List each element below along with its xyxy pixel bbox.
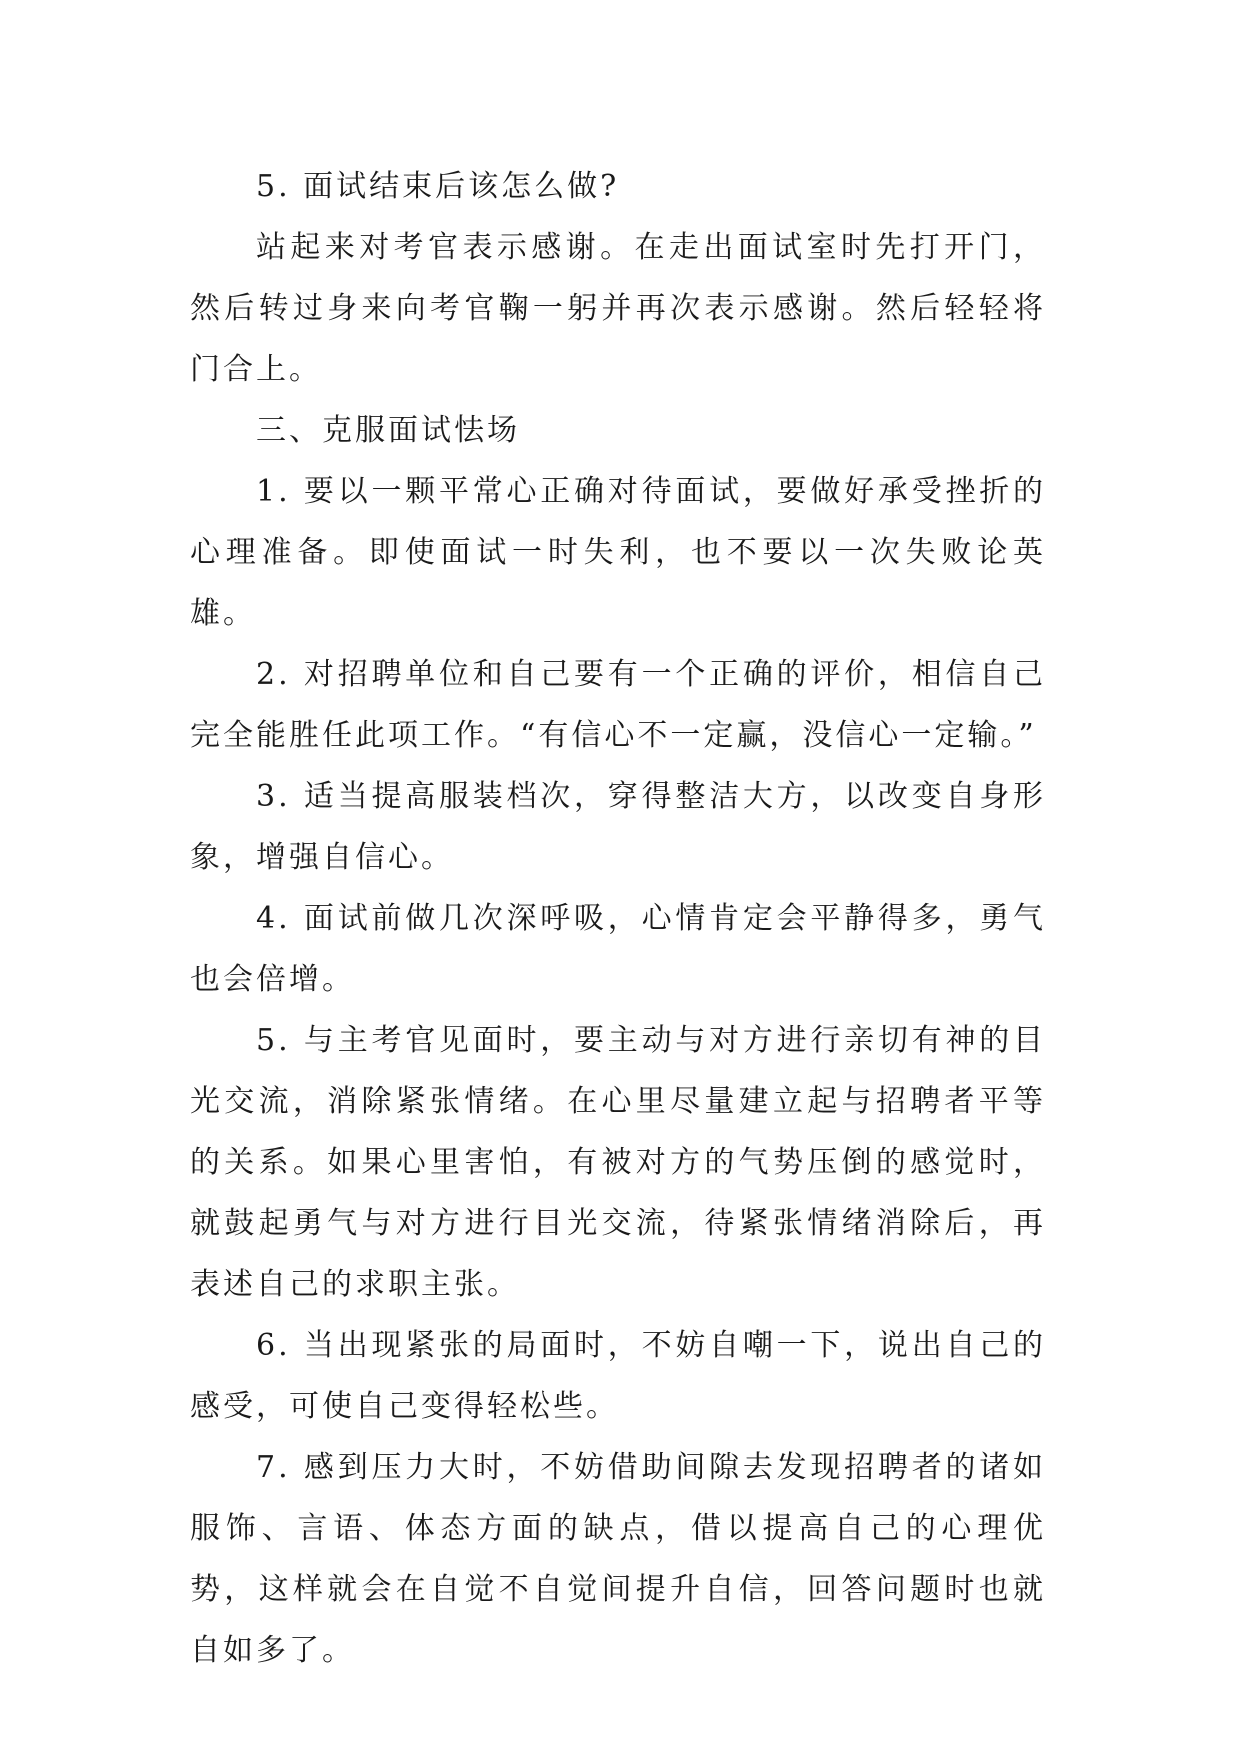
tip-paragraph-1: 1. 要以一颗平常心正确对待面试，要做好承受挫折的心理准备。即使面试一时失利，也不要以一次失败论英雄。 — [190, 474, 1046, 631]
tip-paragraph-4: 4. 面试前做几次深呼吸，心情肯定会平静得多，勇气也会倍增。 — [190, 901, 1046, 997]
tip-paragraph-7: 7. 感到压力大时，不妨借助间隙去发现招聘者的诸如服饰、言语、体态方面的缺点，借以提高自己的心理优势，这样就会在自觉不自觉间提升自信，回答问题时也就自如多了。 — [190, 1450, 1046, 1668]
tip-paragraph-5: 5. 与主考官见面时，要主动与对方进行亲切有神的目光交流，消除紧张情绪。在心里尽量建立起与招聘者平等的关系。如果心里害怕，有被对方的气势压倒的感觉时，就鼓起勇气与对方进行目光交流，待紧张情绪消除后，再表述自己的求职主张。 — [190, 1023, 1046, 1302]
document-body — [190, 156, 1046, 1681]
section-heading: 三、克服面试怯场 — [256, 413, 520, 448]
question-heading: 5. 面试结束后该怎么做? — [256, 169, 620, 204]
answer-paragraph: 站起来对考官表示感谢。在走出面试室时先打开门，然后转过身来向考官鞠一躬并再次表示感谢。然后轻轻将门合上。 — [190, 230, 1046, 387]
tip-paragraph-6: 6. 当出现紧张的局面时，不妨自嘲一下，说出自己的感受，可使自己变得轻松些。 — [190, 1328, 1046, 1424]
tip-paragraph-3: 3. 适当提高服装档次，穿得整洁大方，以改变自身形象，增强自信心。 — [190, 779, 1046, 875]
tip-paragraph-2: 2. 对招聘单位和自己要有一个正确的评价，相信自己完全能胜任此项工作。“有信心不一定赢，没信心一定输。” — [190, 657, 1046, 753]
